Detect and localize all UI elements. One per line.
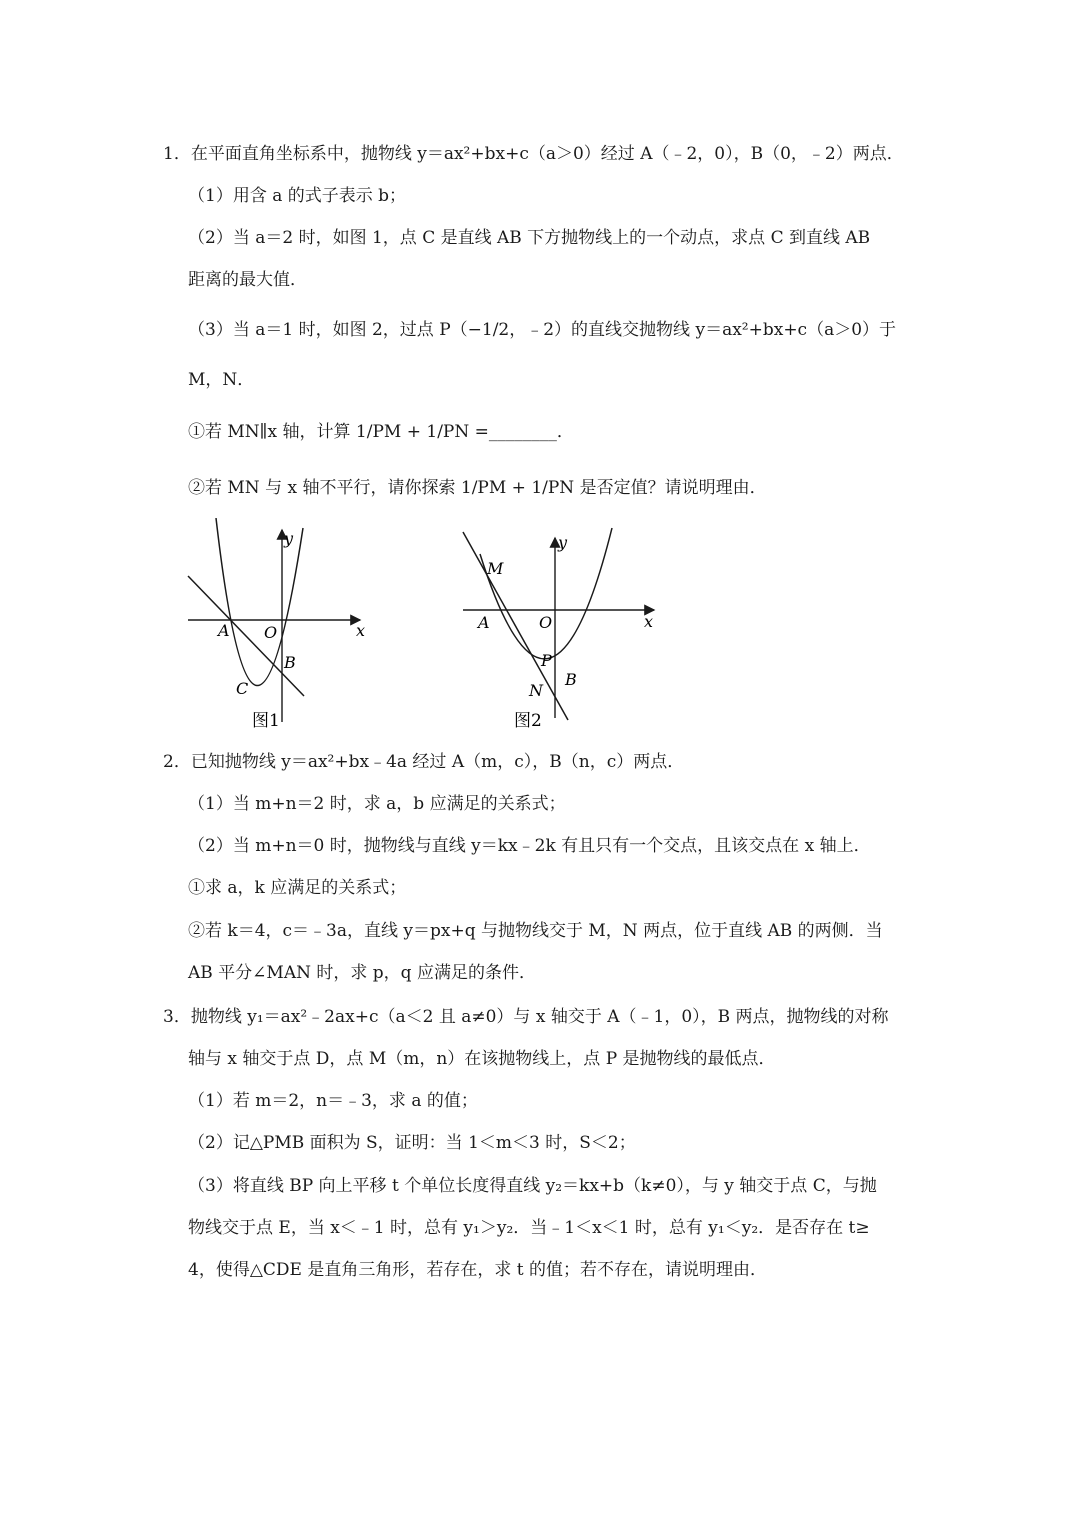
p2-part2-q2-cont: AB 平分∠MAN 时，求 p，q 应满足的条件． <box>188 963 536 983</box>
fig1-x-label: x <box>356 621 366 640</box>
fig1-caption: 图1 <box>252 711 280 731</box>
fig1-point-b: B <box>284 653 296 672</box>
fig1-point-a: A <box>218 621 230 640</box>
p1-part3-cont: M，N． <box>188 370 255 390</box>
fig2-parabola <box>480 528 612 659</box>
p1-part3-q1: ①若 MN∥x 轴，计算 1/PM + 1/PN =________． <box>188 422 574 442</box>
fig2-point-n: N <box>529 681 543 700</box>
p1-stem: 1．在平面直角坐标系中，抛物线 y＝ax²+bx+c（a＞0）经过 A（﹣2，0），B（0，﹣2）两点． <box>163 144 904 164</box>
fig2-point-b: B <box>565 670 577 689</box>
figure-2 <box>463 528 654 731</box>
p2-part1: （1）当 m+n＝2 时，求 a，b 应满足的关系式； <box>188 794 566 814</box>
fig2-point-m: M <box>487 559 504 578</box>
p1-part3-q2: ②若 MN 与 x 轴不平行，请你探索 1/PM + 1/PN 是否定值？请说明理由． <box>188 478 767 498</box>
p3-part3-cont2: 4，使得△CDE 是直角三角形，若存在，求 t 的值；若不存在，请说明理由． <box>188 1260 767 1280</box>
figure-1 <box>188 518 365 731</box>
fig2-x-label: x <box>644 612 654 631</box>
fig1-point-o: O <box>264 623 278 642</box>
fig2-point-p: P <box>541 651 552 670</box>
p3-part2: （2）记△PMB 面积为 S，证明：当 1＜m＜3 时，S＜2； <box>188 1133 636 1153</box>
p2-stem: 2．已知抛物线 y＝ax²+bx﹣4a 经过 A（m，c），B（n，c）两点． <box>163 752 685 772</box>
p1-part3: （3）当 a＝1 时，如图 2，过点 P（−1/2，﹣2）的直线交抛物线 y＝ax²+bx+c（a＞0）于 <box>188 320 897 340</box>
p3-stem: 3．抛物线 y₁＝ax²﹣2ax+c（a＜2 且 a≠0）与 x 轴交于 A（﹣1，0），B 两点，抛物线的对称 <box>163 1007 889 1027</box>
p1-part2-cont: 距离的最大值． <box>188 270 307 290</box>
fig2-y-label: y <box>558 533 568 552</box>
p3-stem-cont: 轴与 x 轴交于点 D，点 M（m，n）在该抛物线上，点 P 是抛物线的最低点． <box>188 1049 776 1069</box>
p2-part2: （2）当 m+n＝0 时，抛物线与直线 y＝kx﹣2k 有且只有一个交点，且该交点在 x 轴上． <box>188 836 871 856</box>
p3-part1: （1）若 m＝2，n＝﹣3，求 a 的值； <box>188 1091 478 1111</box>
figures <box>180 518 680 740</box>
p3-part3-cont: 物线交于点 E，当 x＜﹣1 时，总有 y₁＞y₂．当﹣1＜x＜1 时，总有 y₁＜y₂．是否存在 t≥ <box>188 1218 870 1238</box>
fig2-point-a: A <box>478 613 490 632</box>
fig1-line-ab <box>188 576 304 696</box>
p3-part3: （3）将直线 BP 向上平移 t 个单位长度得直线 y₂＝kx+b（k≠0），与 y 轴交于点 C，与抛 <box>188 1176 877 1196</box>
fig1-y-label: y <box>284 529 294 548</box>
fig1-point-c: C <box>236 679 249 698</box>
p1-part2: （2）当 a＝2 时，如图 1，点 C 是直线 AB 下方抛物线上的一个动点，求点 C 到直线 AB <box>188 228 871 248</box>
fig2-caption: 图2 <box>514 711 542 731</box>
fig2-point-o: O <box>539 613 553 632</box>
p2-part2-q2: ②若 k＝4，c＝﹣3a，直线 y＝px+q 与抛物线交于 M，N 两点，位于直线 AB 的两侧．当 <box>188 921 883 941</box>
p2-part2-q1: ①求 a，k 应满足的关系式； <box>188 878 407 898</box>
figure-diagrams <box>180 518 680 740</box>
p1-part1: （1）用含 a 的式子表示 b； <box>188 186 407 206</box>
